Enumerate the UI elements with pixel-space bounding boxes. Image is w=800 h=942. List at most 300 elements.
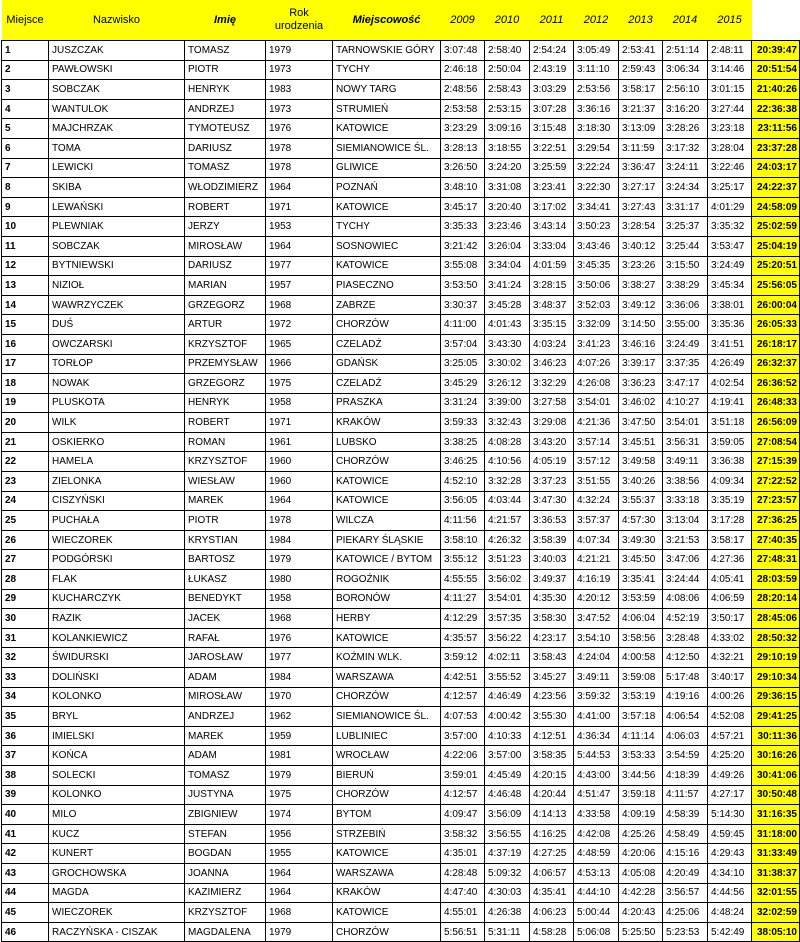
cell-surname: OSKIERKO: [49, 432, 185, 452]
cell-total-time: 29:41:25: [752, 707, 800, 727]
table-row: [2, 589, 800, 609]
cell-place: 7: [2, 158, 49, 178]
table-row: [2, 903, 800, 923]
cell-time-2012: 4:44:10: [574, 883, 619, 903]
cell-time-2011: 4:14:13: [530, 805, 574, 825]
cell-birth-year: 1953: [266, 217, 333, 237]
cell-surname: KOLONKO: [49, 785, 185, 805]
cell-place: 8: [2, 178, 49, 198]
table-body: [2, 41, 800, 942]
cell-birth-year: 1977: [266, 256, 333, 276]
cell-time-2009: 4:11:56: [441, 511, 485, 531]
cell-time-2011: 3:40:03: [530, 550, 574, 570]
cell-time-2010: 3:39:00: [485, 393, 530, 413]
cell-surname: JUSZCZAK: [49, 41, 185, 61]
cell-town: CHORZÓW: [333, 785, 441, 805]
cell-town: KATOWICE: [333, 844, 441, 864]
cell-time-2010: 4:08:28: [485, 432, 530, 452]
cell-town: KATOWICE: [333, 628, 441, 648]
cell-name: MAREK: [185, 491, 266, 511]
header-2010: 2010: [485, 0, 530, 41]
cell-total-time: 26:56:09: [752, 413, 800, 433]
cell-time-2014: 4:58:49: [663, 824, 708, 844]
cell-time-2012: 4:21:21: [574, 550, 619, 570]
cell-place: 22: [2, 452, 49, 472]
cell-name: JUSTYNA: [185, 785, 266, 805]
cell-time-2009: 4:35:01: [441, 844, 485, 864]
cell-time-2011: 2:54:24: [530, 41, 574, 61]
cell-name: PIOTR: [185, 511, 266, 531]
cell-place: 29: [2, 589, 49, 609]
header-place: Miejsce: [2, 0, 49, 41]
cell-place: 35: [2, 707, 49, 727]
cell-time-2012: 3:36:16: [574, 99, 619, 119]
cell-time-2013: 3:53:33: [619, 746, 663, 766]
cell-time-2013: 4:57:30: [619, 511, 663, 531]
cell-surname: BYTNIEWSKI: [49, 256, 185, 276]
cell-name: ARTUR: [185, 315, 266, 335]
cell-surname: NOWAK: [49, 374, 185, 394]
cell-birth-year: 1979: [266, 550, 333, 570]
cell-time-2009: 4:47:40: [441, 883, 485, 903]
cell-time-2014: 3:33:18: [663, 491, 708, 511]
cell-time-2012: 3:29:54: [574, 138, 619, 158]
cell-surname: KUCZ: [49, 824, 185, 844]
cell-time-2013: 4:09:19: [619, 805, 663, 825]
cell-place: 31: [2, 628, 49, 648]
cell-time-2009: 4:42:51: [441, 668, 485, 688]
cell-time-2014: 3:13:04: [663, 511, 708, 531]
cell-time-2013: 3:49:30: [619, 530, 663, 550]
cell-place: 45: [2, 903, 49, 923]
cell-time-2009: 3:56:05: [441, 491, 485, 511]
cell-time-2010: 4:46:49: [485, 687, 530, 707]
cell-name: PRZEMYSŁAW: [185, 354, 266, 374]
cell-time-2009: 4:07:53: [441, 707, 485, 727]
cell-name: JOANNA: [185, 863, 266, 883]
cell-time-2015: 3:51:18: [708, 413, 752, 433]
cell-time-2014: 3:06:34: [663, 60, 708, 80]
table-row: [2, 236, 800, 256]
cell-place: 38: [2, 765, 49, 785]
cell-surname: WAWRZYCZEK: [49, 295, 185, 315]
cell-town: KRAKÓW: [333, 883, 441, 903]
cell-time-2012: 2:53:56: [574, 80, 619, 100]
table-row: [2, 805, 800, 825]
cell-time-2009: 3:31:24: [441, 393, 485, 413]
cell-time-2009: 3:58:32: [441, 824, 485, 844]
cell-time-2011: 3:07:28: [530, 99, 574, 119]
cell-birth-year: 1976: [266, 119, 333, 139]
cell-time-2011: 4:06:57: [530, 863, 574, 883]
cell-time-2010: 2:58:40: [485, 41, 530, 61]
cell-name: BARTOSZ: [185, 550, 266, 570]
cell-place: 14: [2, 295, 49, 315]
table-row: [2, 413, 800, 433]
cell-time-2009: 4:22:06: [441, 746, 485, 766]
cell-total-time: 31:33:49: [752, 844, 800, 864]
cell-name: JAROSŁAW: [185, 648, 266, 668]
cell-time-2015: 4:26:49: [708, 354, 752, 374]
cell-surname: CISZYŃSKI: [49, 491, 185, 511]
cell-time-2011: 3:33:04: [530, 236, 574, 256]
cell-name: ADAM: [185, 746, 266, 766]
cell-town: CZELADŹ: [333, 374, 441, 394]
cell-time-2011: 4:35:41: [530, 883, 574, 903]
cell-town: CHORZÓW: [333, 687, 441, 707]
cell-time-2010: 3:30:02: [485, 354, 530, 374]
cell-time-2012: 3:11:10: [574, 60, 619, 80]
cell-time-2009: 3:26:50: [441, 158, 485, 178]
cell-time-2015: 3:35:36: [708, 315, 752, 335]
cell-surname: KUNERT: [49, 844, 185, 864]
table-row: [2, 60, 800, 80]
cell-time-2015: 4:52:08: [708, 707, 752, 727]
cell-place: 26: [2, 530, 49, 550]
cell-time-2014: 3:54:01: [663, 413, 708, 433]
cell-time-2010: 3:26:04: [485, 236, 530, 256]
cell-town: LUBLINIEC: [333, 726, 441, 746]
cell-time-2009: 2:53:58: [441, 99, 485, 119]
cell-town: PIASECZNO: [333, 276, 441, 296]
cell-name: MAREK: [185, 726, 266, 746]
cell-time-2015: 3:23:18: [708, 119, 752, 139]
cell-town: KATOWICE: [333, 472, 441, 492]
cell-town: CZELADŹ: [333, 334, 441, 354]
cell-time-2015: 4:25:20: [708, 746, 752, 766]
cell-time-2011: 3:58:39: [530, 530, 574, 550]
table-row: [2, 354, 800, 374]
cell-name: TOMASZ: [185, 765, 266, 785]
cell-birth-year: 1973: [266, 60, 333, 80]
cell-place: 44: [2, 883, 49, 903]
cell-time-2012: 4:07:26: [574, 354, 619, 374]
table-row: [2, 138, 800, 158]
cell-time-2015: 3:28:04: [708, 138, 752, 158]
cell-time-2011: 4:35:30: [530, 589, 574, 609]
cell-birth-year: 1964: [266, 178, 333, 198]
cell-total-time: 26:18:17: [752, 334, 800, 354]
cell-place: 24: [2, 491, 49, 511]
cell-town: STRUMIEŃ: [333, 99, 441, 119]
cell-time-2010: 3:43:30: [485, 334, 530, 354]
cell-total-time: 32:01:55: [752, 883, 800, 903]
cell-surname: DUŚ: [49, 315, 185, 335]
cell-time-2012: 3:57:37: [574, 511, 619, 531]
cell-town: KATOWICE: [333, 197, 441, 217]
cell-town: WARSZAWA: [333, 668, 441, 688]
cell-town: BORONÓW: [333, 589, 441, 609]
table-row: [2, 276, 800, 296]
cell-time-2010: 4:10:33: [485, 726, 530, 746]
cell-time-2015: 5:42:49: [708, 922, 752, 942]
cell-time-2012: 4:16:19: [574, 570, 619, 590]
cell-time-2014: 4:11:57: [663, 785, 708, 805]
cell-time-2009: 3:59:12: [441, 648, 485, 668]
cell-time-2015: 4:01:29: [708, 197, 752, 217]
cell-time-2012: 3:05:49: [574, 41, 619, 61]
cell-time-2009: 3:57:04: [441, 334, 485, 354]
header-2012: 2012: [574, 0, 619, 41]
cell-total-time: 31:18:00: [752, 824, 800, 844]
cell-time-2013: 3:27:43: [619, 197, 663, 217]
cell-surname: LEWICKI: [49, 158, 185, 178]
cell-time-2013: 2:53:41: [619, 41, 663, 61]
cell-time-2014: 4:08:06: [663, 589, 708, 609]
cell-place: 36: [2, 726, 49, 746]
cell-birth-year: 1971: [266, 413, 333, 433]
cell-time-2011: 3:36:53: [530, 511, 574, 531]
cell-time-2010: 3:31:08: [485, 178, 530, 198]
table-row: [2, 550, 800, 570]
cell-name: HENRYK: [185, 393, 266, 413]
cell-time-2015: 4:33:02: [708, 628, 752, 648]
cell-name: MIROSŁAW: [185, 236, 266, 256]
cell-time-2015: 5:14:30: [708, 805, 752, 825]
cell-town: ZABRZE: [333, 295, 441, 315]
cell-time-2011: 3:23:41: [530, 178, 574, 198]
cell-place: 33: [2, 668, 49, 688]
table-row: [2, 315, 800, 335]
cell-time-2011: 4:12:51: [530, 726, 574, 746]
cell-time-2011: 3:58:43: [530, 648, 574, 668]
cell-total-time: 27:08:54: [752, 432, 800, 452]
cell-time-2014: 2:51:14: [663, 41, 708, 61]
cell-birth-year: 1975: [266, 785, 333, 805]
cell-time-2015: 4:05:41: [708, 570, 752, 590]
cell-time-2012: 4:07:34: [574, 530, 619, 550]
table-row: [2, 844, 800, 864]
cell-birth-year: 1978: [266, 138, 333, 158]
cell-time-2012: 4:42:08: [574, 824, 619, 844]
cell-place: 25: [2, 511, 49, 531]
cell-total-time: 27:36:25: [752, 511, 800, 531]
table-row: [2, 570, 800, 590]
cell-time-2015: 4:48:24: [708, 903, 752, 923]
cell-town: GLIWICE: [333, 158, 441, 178]
cell-time-2012: 3:18:30: [574, 119, 619, 139]
table-row: [2, 452, 800, 472]
cell-town: ROGOŹNIK: [333, 570, 441, 590]
cell-time-2013: 4:20:06: [619, 844, 663, 864]
cell-time-2009: 3:53:50: [441, 276, 485, 296]
cell-name: ANDRZEJ: [185, 99, 266, 119]
cell-name: MIROSŁAW: [185, 687, 266, 707]
cell-time-2013: 3:49:58: [619, 452, 663, 472]
cell-birth-year: 1978: [266, 158, 333, 178]
cell-place: 4: [2, 99, 49, 119]
cell-birth-year: 1966: [266, 354, 333, 374]
cell-time-2009: 3:23:29: [441, 119, 485, 139]
cell-time-2010: 4:26:32: [485, 530, 530, 550]
cell-name: WIESŁAW: [185, 472, 266, 492]
cell-time-2012: 3:22:30: [574, 178, 619, 198]
cell-time-2013: 3:44:56: [619, 765, 663, 785]
cell-birth-year: 1964: [266, 863, 333, 883]
cell-time-2012: 3:51:55: [574, 472, 619, 492]
cell-time-2013: 3:46:02: [619, 393, 663, 413]
cell-time-2011: 3:32:29: [530, 374, 574, 394]
cell-time-2015: 3:01:15: [708, 80, 752, 100]
header-birth-year: [266, 0, 333, 41]
cell-surname: TORŁOP: [49, 354, 185, 374]
cell-time-2011: 3:03:29: [530, 80, 574, 100]
cell-town: WROCŁAW: [333, 746, 441, 766]
cell-total-time: 31:16:35: [752, 805, 800, 825]
cell-time-2015: 4:32:21: [708, 648, 752, 668]
cell-time-2011: 3:17:02: [530, 197, 574, 217]
cell-time-2009: 4:28:48: [441, 863, 485, 883]
cell-time-2012: 4:26:08: [574, 374, 619, 394]
cell-time-2013: 4:20:43: [619, 903, 663, 923]
cell-time-2013: 3:58:56: [619, 628, 663, 648]
cell-time-2013: 3:47:50: [619, 413, 663, 433]
cell-time-2015: 2:48:11: [708, 41, 752, 61]
cell-time-2014: 4:12:50: [663, 648, 708, 668]
cell-time-2012: 3:49:11: [574, 668, 619, 688]
cell-total-time: 30:16:26: [752, 746, 800, 766]
cell-time-2009: 3:59:01: [441, 765, 485, 785]
cell-surname: PLUSKOTA: [49, 393, 185, 413]
cell-time-2015: 3:25:17: [708, 178, 752, 198]
cell-time-2010: 3:34:04: [485, 256, 530, 276]
table-row: [2, 393, 800, 413]
cell-time-2015: 4:44:56: [708, 883, 752, 903]
table-row: [2, 119, 800, 139]
cell-birth-year: 1968: [266, 903, 333, 923]
cell-name: KRZYSZTOF: [185, 903, 266, 923]
cell-time-2013: 3:14:50: [619, 315, 663, 335]
cell-time-2013: 3:45:50: [619, 550, 663, 570]
cell-time-2010: 3:24:20: [485, 158, 530, 178]
cell-time-2010: 4:03:44: [485, 491, 530, 511]
cell-time-2009: 4:12:57: [441, 687, 485, 707]
cell-place: 46: [2, 922, 49, 942]
cell-name: WŁODZIMIERZ: [185, 178, 266, 198]
cell-time-2015: 3:27:44: [708, 99, 752, 119]
cell-total-time: 27:23:57: [752, 491, 800, 511]
cell-time-2013: 3:35:41: [619, 570, 663, 590]
cell-time-2013: 5:25:50: [619, 922, 663, 942]
cell-time-2013: 3:23:26: [619, 256, 663, 276]
cell-time-2015: 4:59:45: [708, 824, 752, 844]
cell-time-2014: 4:06:54: [663, 707, 708, 727]
cell-surname: WILK: [49, 413, 185, 433]
cell-surname: SOLECKI: [49, 765, 185, 785]
cell-name: GRZEGORZ: [185, 295, 266, 315]
cell-surname: SOBCZAK: [49, 236, 185, 256]
cell-place: 34: [2, 687, 49, 707]
cell-time-2013: 3:46:16: [619, 334, 663, 354]
cell-time-2009: 3:57:00: [441, 726, 485, 746]
cell-birth-year: 1968: [266, 609, 333, 629]
cell-total-time: 26:05:33: [752, 315, 800, 335]
cell-time-2015: 3:59:05: [708, 432, 752, 452]
cell-name: JACEK: [185, 609, 266, 629]
results-table: [1, 0, 800, 942]
cell-place: 21: [2, 432, 49, 452]
cell-time-2014: 4:10:27: [663, 393, 708, 413]
cell-time-2010: 3:45:28: [485, 295, 530, 315]
header-total: [752, 0, 800, 41]
cell-time-2009: 3:28:13: [441, 138, 485, 158]
table-row: [2, 922, 800, 942]
cell-place: 1: [2, 41, 49, 61]
cell-time-2012: 3:47:52: [574, 609, 619, 629]
cell-total-time: 32:02:59: [752, 903, 800, 923]
cell-time-2014: 4:18:39: [663, 765, 708, 785]
cell-time-2010: 4:02:11: [485, 648, 530, 668]
cell-time-2013: 3:11:59: [619, 138, 663, 158]
cell-time-2015: 3:22:46: [708, 158, 752, 178]
cell-time-2011: 3:29:08: [530, 413, 574, 433]
cell-time-2009: 4:11:00: [441, 315, 485, 335]
cell-time-2014: 3:56:57: [663, 883, 708, 903]
cell-time-2012: 3:57:14: [574, 432, 619, 452]
cell-time-2015: 4:19:41: [708, 393, 752, 413]
cell-time-2010: 2:50:04: [485, 60, 530, 80]
cell-surname: PUCHAŁA: [49, 511, 185, 531]
cell-time-2014: 3:47:06: [663, 550, 708, 570]
table-row: [2, 726, 800, 746]
cell-birth-year: 1968: [266, 295, 333, 315]
cell-surname: WANTULOK: [49, 99, 185, 119]
cell-place: 32: [2, 648, 49, 668]
cell-birth-year: 1958: [266, 589, 333, 609]
table-row: [2, 609, 800, 629]
cell-time-2014: 3:49:11: [663, 452, 708, 472]
cell-surname: LEWAŃSKI: [49, 197, 185, 217]
cell-time-2011: 3:48:37: [530, 295, 574, 315]
cell-total-time: 28:03:59: [752, 570, 800, 590]
cell-time-2012: 3:52:03: [574, 295, 619, 315]
cell-time-2011: 4:05:19: [530, 452, 574, 472]
cell-time-2014: 3:21:53: [663, 530, 708, 550]
cell-place: 40: [2, 805, 49, 825]
cell-time-2009: 3:30:37: [441, 295, 485, 315]
cell-total-time: 25:20:51: [752, 256, 800, 276]
cell-time-2010: 3:41:24: [485, 276, 530, 296]
cell-time-2015: 3:40:17: [708, 668, 752, 688]
cell-town: PRASZKA: [333, 393, 441, 413]
header-town: Miejscowość: [333, 0, 441, 41]
cell-time-2009: 3:25:05: [441, 354, 485, 374]
cell-name: TYMOTEUSZ: [185, 119, 266, 139]
cell-time-2015: 4:00:26: [708, 687, 752, 707]
cell-time-2012: 4:20:12: [574, 589, 619, 609]
cell-total-time: 26:48:33: [752, 393, 800, 413]
table-row: [2, 530, 800, 550]
cell-place: 9: [2, 197, 49, 217]
cell-time-2011: 4:27:25: [530, 844, 574, 864]
table-row: [2, 668, 800, 688]
cell-surname: RAZIK: [49, 609, 185, 629]
cell-time-2009: 3:48:10: [441, 178, 485, 198]
cell-birth-year: 1971: [266, 197, 333, 217]
cell-total-time: 26:00:04: [752, 295, 800, 315]
cell-town: WILCZA: [333, 511, 441, 531]
cell-time-2013: 4:25:26: [619, 824, 663, 844]
cell-time-2011: 3:49:37: [530, 570, 574, 590]
cell-time-2015: 3:35:19: [708, 491, 752, 511]
cell-time-2014: 4:20:49: [663, 863, 708, 883]
cell-time-2014: 3:28:48: [663, 628, 708, 648]
cell-surname: MAGDA: [49, 883, 185, 903]
cell-town: KRAKÓW: [333, 413, 441, 433]
cell-surname: PAWŁOWSKI: [49, 60, 185, 80]
cell-town: NOWY TARG: [333, 80, 441, 100]
cell-total-time: 28:50:32: [752, 628, 800, 648]
